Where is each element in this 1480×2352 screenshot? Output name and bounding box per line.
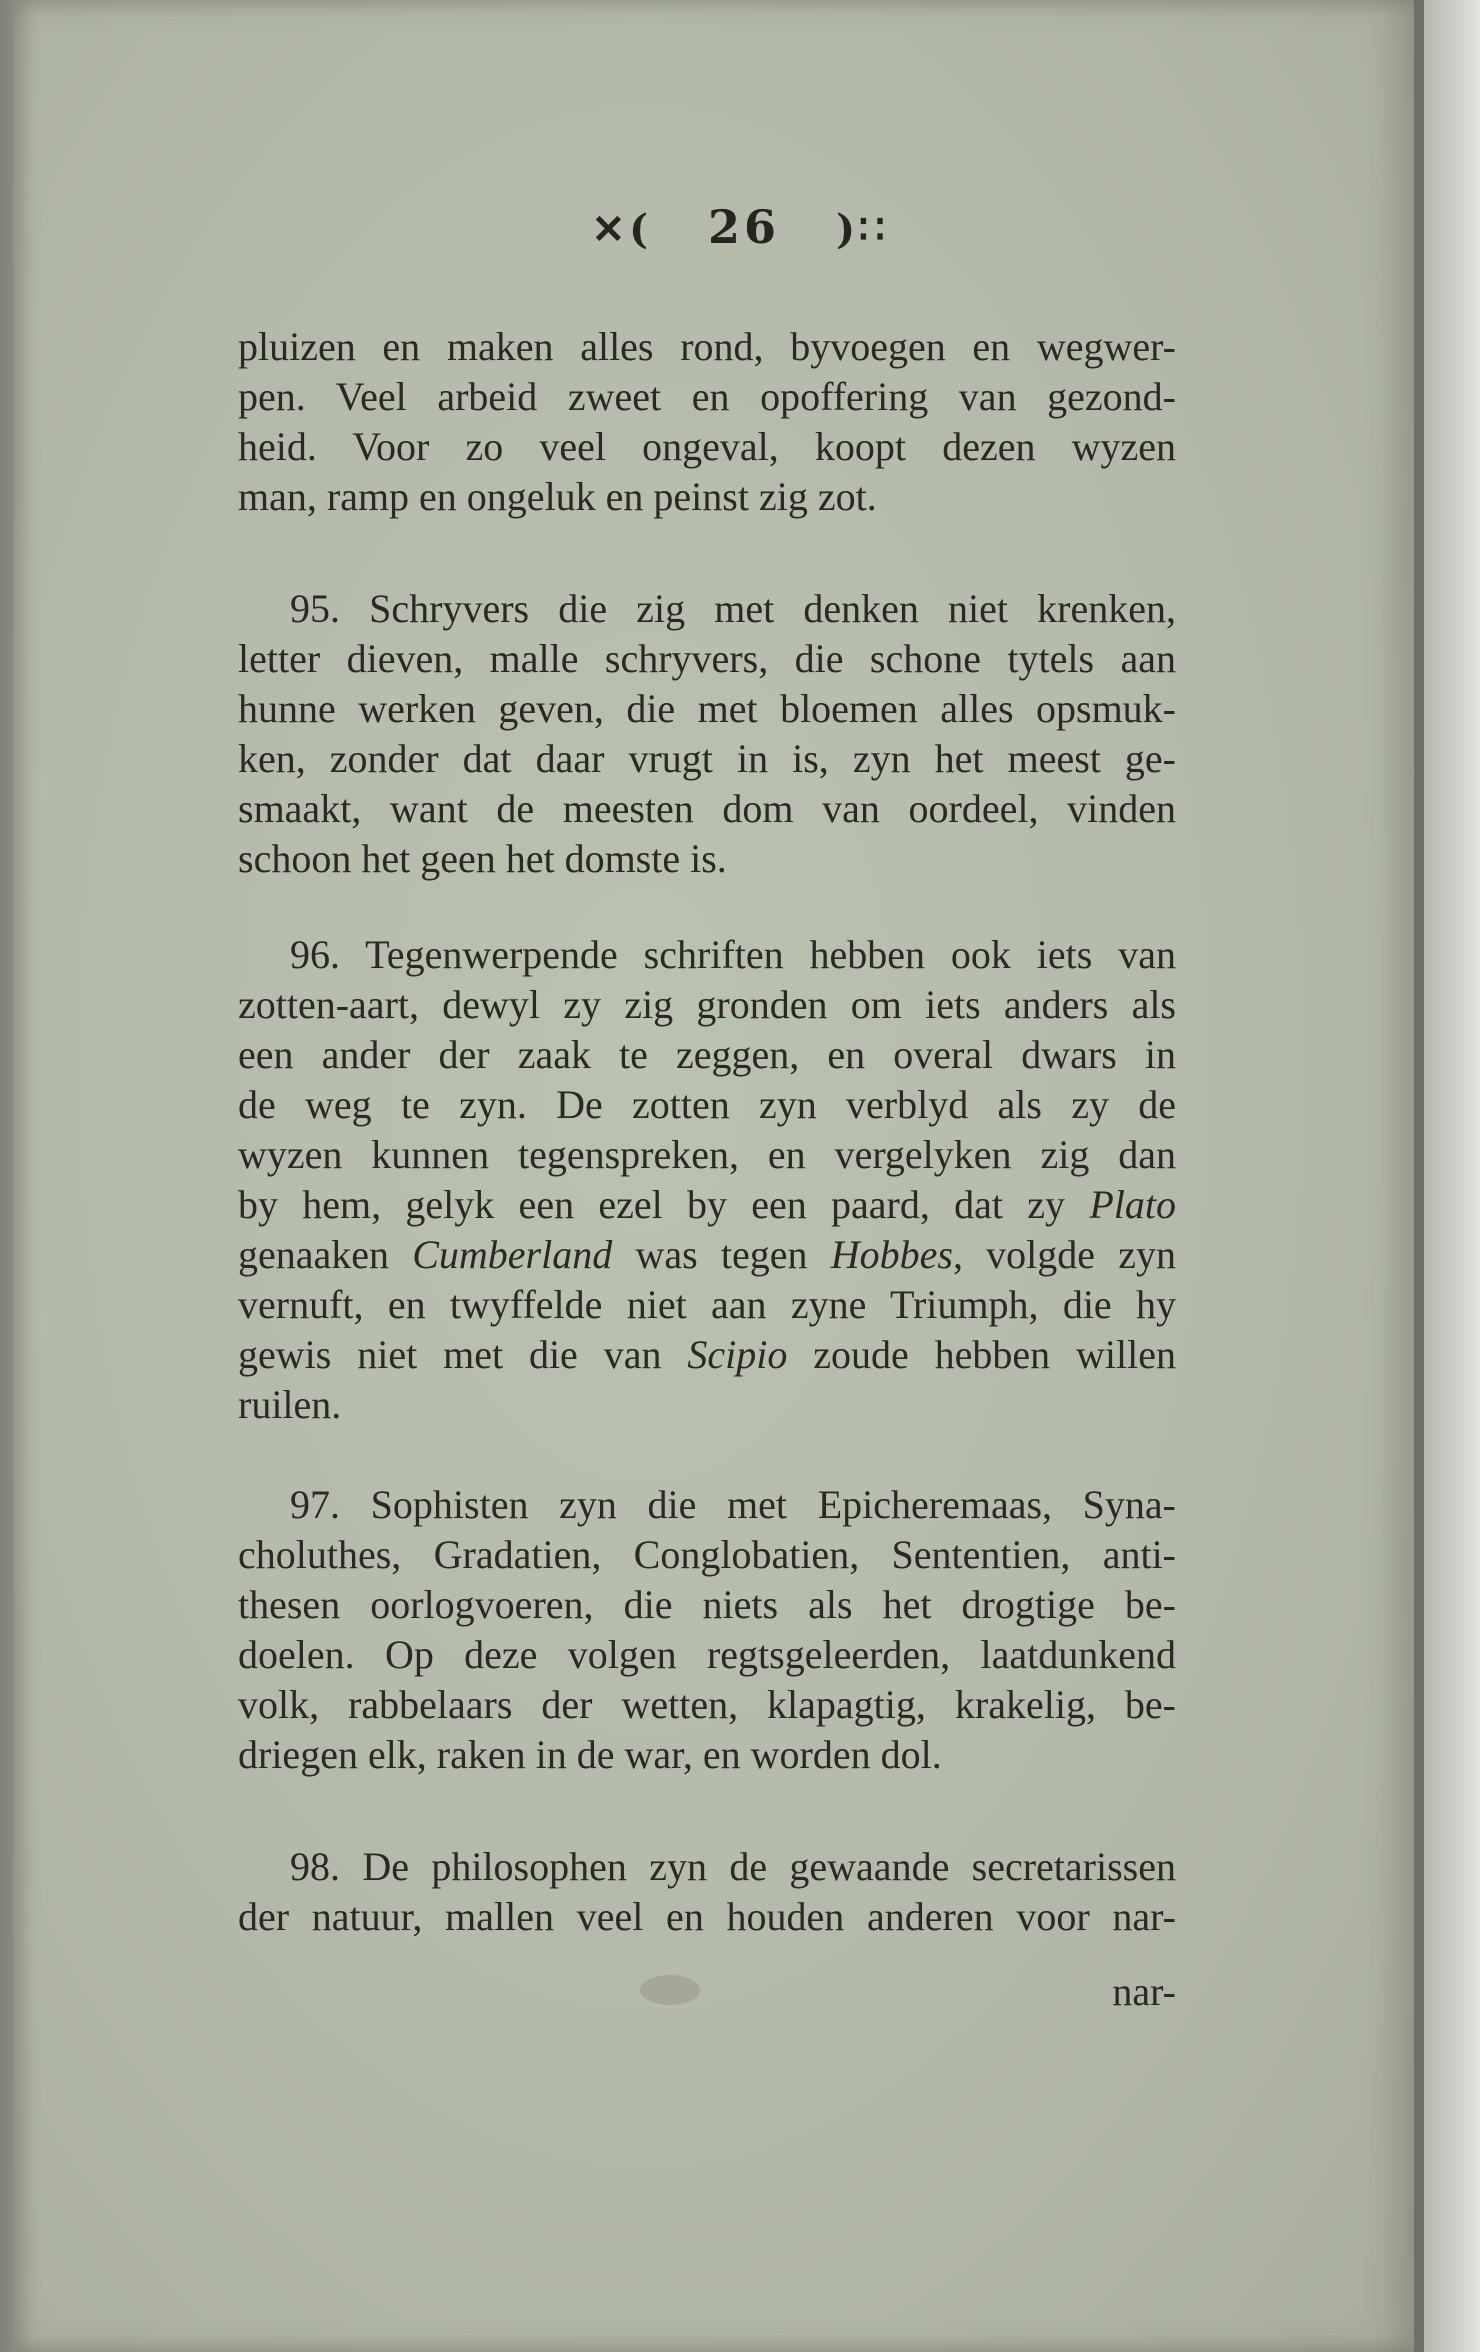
text-line: de weg te zyn. De zotten zyn verblyd als zy de [238,1082,1176,1127]
text-line: een ander der zaak te zeggen, en overal dwars in [238,1032,1176,1077]
text-line: wyzen kunnen tegenspreken, en vergelyken zig dan [238,1132,1176,1177]
text-line: thesen oorlogvoeren, die niets als het drogtige be- [238,1582,1176,1627]
right-ornament: )∷ [836,206,889,253]
text-line: pluizen en maken alles rond, byvoegen en wegwer- [238,324,1176,369]
text-line: man, ramp en ongeluk en peinst zig zot. [238,474,877,519]
text-line: schoon het geen het domste is. [238,836,727,881]
text-line: driegen elk, raken in de war, en worden dol. [238,1732,942,1777]
text-line: doelen. Op deze volgen regtsgeleerden, laatdunkend [238,1632,1176,1677]
text-line: smaakt, want de meesten dom van oordeel, vinden [238,786,1176,831]
paragraph-97 [238,1480,1176,1780]
text-line: gewis niet met die van Scipio zoude hebben willen [238,1332,1177,1377]
text-line: genaaken Cumberland was tegen Hobbes, volgde zyn [238,1232,1176,1277]
page-gutter [1414,0,1424,2352]
text-line: vernuft, en twyffelde niet aan zyne Triumph, die hy [238,1282,1176,1327]
text-line: 98. De philosophen zyn de gewaande secretarissen [290,1844,1176,1889]
text-line: letter dieven, malle schryvers, die schone tytels aan [238,636,1176,681]
left-ornament: ✕( [591,206,653,253]
page-number: 26 [708,200,781,254]
text-line: hunne werken geven, die met bloemen alles opsmuk- [238,686,1176,731]
text-line: volk, rabbelaars der wetten, klapagtig, krakelig, be- [238,1682,1176,1727]
paragraph-98 [238,1842,1176,1942]
page-header [0,200,1480,254]
text-line: heid. Voor zo veel ongeval, koopt dezen wyzen [238,424,1176,469]
text-line: choluthes, Gradatien, Conglobatien, Sententien, anti- [238,1532,1176,1577]
text-line: der natuur, mallen veel en houden anderen voor nar- [238,1894,1176,1939]
paragraph-continuation [238,322,1176,522]
text-line: 96. Tegenwerpende schriften hebben ook iets van [290,932,1176,977]
paragraph-96 [238,930,1176,1430]
catchword: nar- [1112,1969,1176,2014]
text-line: zotten-aart, dewyl zy zig gronden om iets anders als [238,982,1176,1027]
text-line: ken, zonder dat daar vrugt in is, zyn het meest ge- [238,736,1176,781]
text-line: 97. Sophisten zyn die met Epicheremaas, Syna- [290,1482,1176,1527]
text-line: by hem, gelyk een ezel by een paard, dat zy Plato [238,1182,1176,1227]
next-page-edge [1424,0,1480,2352]
paragraph-95 [238,584,1176,884]
text-line: 95. Schryvers die zig met denken niet krenken, [290,586,1176,631]
text-line: pen. Veel arbeid zweet en opoffering van gezond- [238,374,1176,419]
text-line: ruilen. [238,1382,342,1427]
